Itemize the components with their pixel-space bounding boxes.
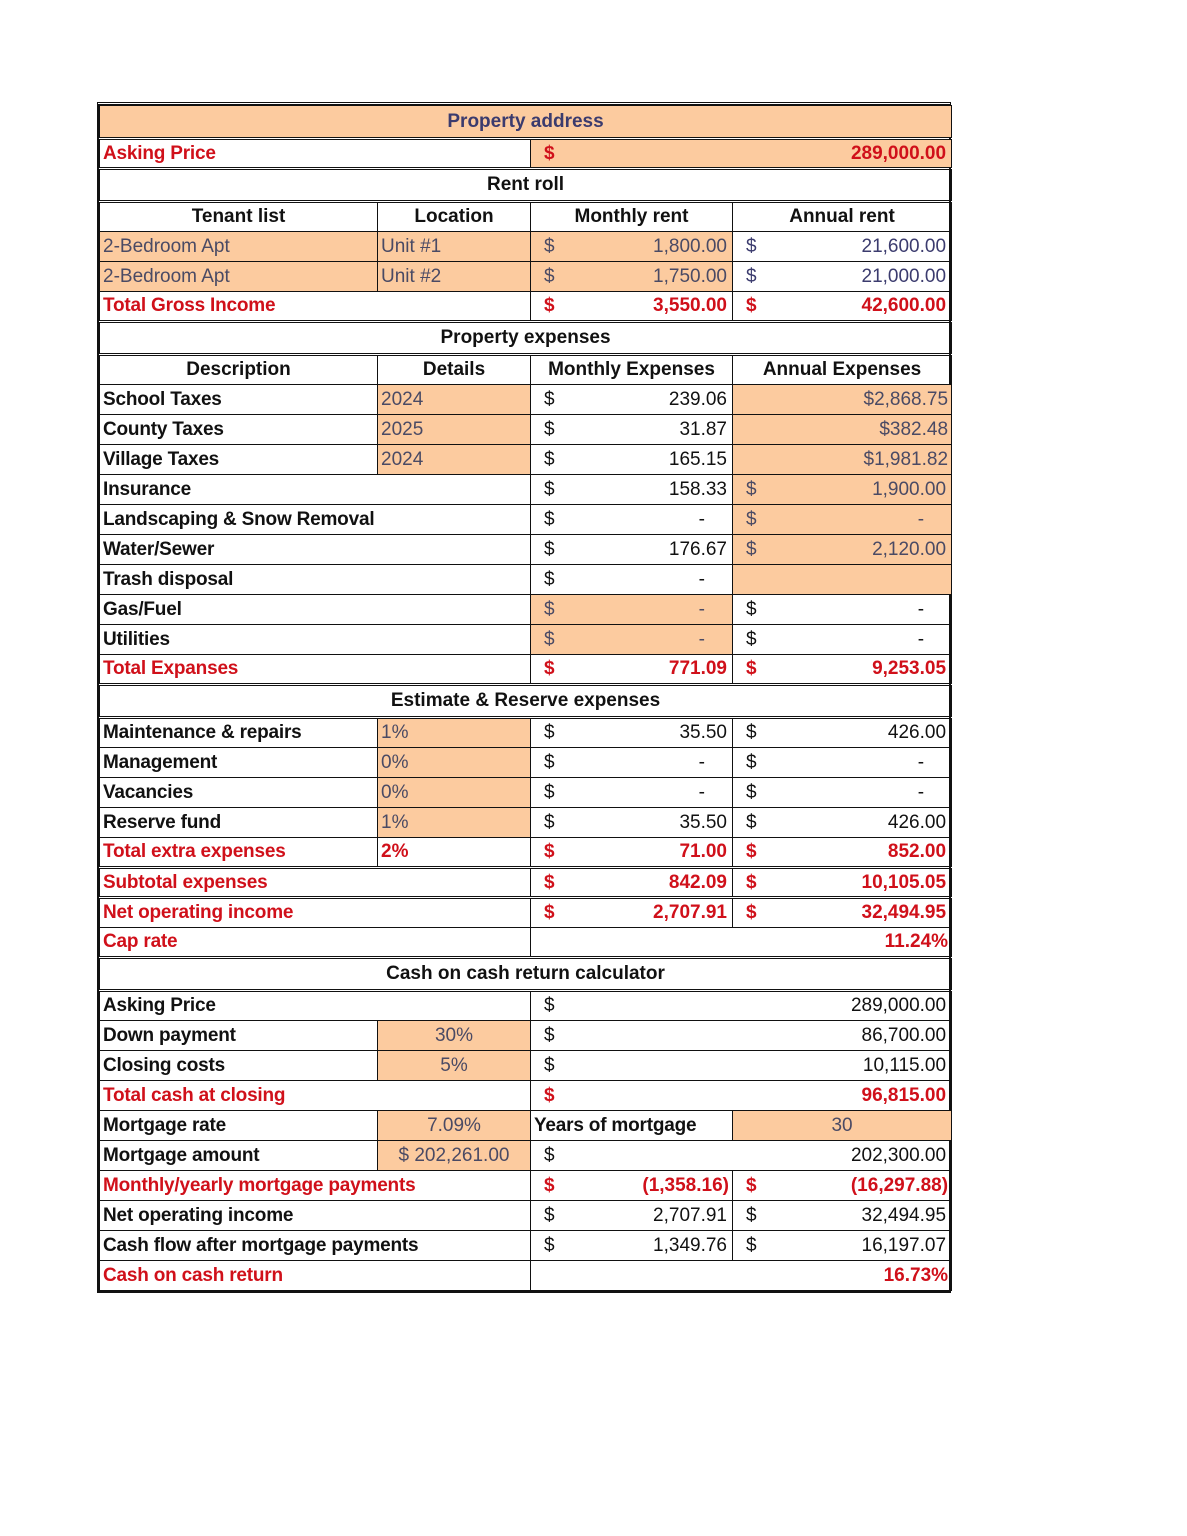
total-expenses-row bbox=[100, 655, 952, 685]
total-cash-value[interactable] bbox=[531, 1081, 952, 1111]
closing-costs-value[interactable] bbox=[531, 1051, 952, 1081]
coc-asking-price-value[interactable] bbox=[531, 991, 952, 1021]
cash-flow-annual-amount: 16,197.07 bbox=[861, 1234, 947, 1256]
subtotal-monthly-amount: 842.09 bbox=[668, 871, 727, 893]
down-payment-value[interactable] bbox=[531, 1021, 952, 1051]
net-operating-income-row bbox=[100, 898, 952, 928]
total-annual-expenses[interactable] bbox=[733, 655, 952, 685]
asking-price-label: Asking Price bbox=[100, 139, 531, 169]
table-row bbox=[100, 748, 952, 778]
reserve-percent[interactable]: 1% bbox=[378, 808, 531, 838]
dollar-symbol: $ bbox=[544, 538, 555, 560]
reserve-annual-amount: - bbox=[917, 751, 925, 773]
reserve-annual-amount: - bbox=[917, 781, 925, 803]
annual-expense-cell[interactable] bbox=[733, 625, 952, 655]
table-row bbox=[100, 535, 952, 565]
total-monthly-expenses[interactable] bbox=[531, 655, 733, 685]
table-row bbox=[100, 415, 952, 445]
reserve-annual-cell[interactable] bbox=[733, 748, 952, 778]
reserve-description: Reserve fund bbox=[100, 808, 378, 838]
table-row bbox=[100, 385, 952, 415]
annual-expense-amount: 1,900.00 bbox=[872, 478, 947, 500]
reserve-monthly-cell[interactable] bbox=[531, 718, 733, 748]
coc-noi-monthly-amount: 2,707.91 bbox=[653, 1204, 727, 1226]
expense-description: County Taxes bbox=[100, 415, 378, 445]
noi-annual[interactable] bbox=[733, 898, 952, 928]
dollar-symbol: $ bbox=[746, 295, 757, 316]
coc-noi-annual[interactable] bbox=[733, 1201, 952, 1231]
reserve-percent[interactable]: 0% bbox=[378, 778, 531, 808]
reserve-expenses-title: Estimate & Reserve expenses bbox=[100, 685, 952, 718]
property-expenses-title: Property expenses bbox=[100, 322, 952, 355]
column-header-tenant-list: Tenant list bbox=[100, 202, 378, 232]
table-row bbox=[100, 565, 952, 595]
coc-noi-monthly[interactable] bbox=[531, 1201, 733, 1231]
mortgage-rate-label: Mortgage rate bbox=[100, 1111, 378, 1141]
total-expenses-label: Total Expanses bbox=[100, 655, 531, 685]
coc-asking-price-label: Asking Price bbox=[100, 991, 531, 1021]
monthly-expense-amount: 31.87 bbox=[679, 418, 727, 440]
monthly-expense-cell[interactable] bbox=[531, 595, 733, 625]
reserve-monthly-amount: - bbox=[698, 781, 705, 803]
monthly-expense-cell[interactable] bbox=[531, 565, 733, 595]
total-cash-amount: 96,815.00 bbox=[861, 1084, 947, 1106]
dollar-symbol: $ bbox=[544, 142, 555, 164]
annual-rent-cell[interactable] bbox=[733, 262, 952, 292]
annual-expense-cell[interactable]: $382.48 bbox=[733, 415, 952, 445]
monthly-expense-amount: - bbox=[698, 508, 705, 530]
monthly-expense-cell[interactable] bbox=[531, 385, 733, 415]
expense-details[interactable]: 2024 bbox=[378, 445, 531, 475]
total-annual-rent[interactable] bbox=[733, 292, 952, 322]
monthly-expense-cell[interactable] bbox=[531, 625, 733, 655]
dollar-symbol: $ bbox=[544, 1234, 555, 1256]
total-extra-annual-amount: 852.00 bbox=[887, 841, 947, 862]
coc-noi-row bbox=[100, 1201, 952, 1231]
column-header-location: Location bbox=[378, 202, 531, 232]
total-extra-annual[interactable] bbox=[733, 838, 952, 868]
cash-flow-monthly[interactable] bbox=[531, 1231, 733, 1261]
coc-asking-price-row bbox=[100, 991, 952, 1021]
cash-flow-label: Cash flow after mortgage payments bbox=[100, 1231, 531, 1261]
mortgage-rate-row bbox=[100, 1111, 952, 1141]
asking-price-value[interactable] bbox=[531, 139, 952, 169]
cash-flow-monthly-amount: 1,349.76 bbox=[653, 1234, 727, 1256]
total-cash-row bbox=[100, 1081, 952, 1111]
mortgage-amount-value[interactable] bbox=[531, 1141, 952, 1171]
dollar-symbol: $ bbox=[544, 1174, 555, 1196]
table-row bbox=[100, 232, 952, 262]
expense-details[interactable]: 2025 bbox=[378, 415, 531, 445]
dollar-symbol: $ bbox=[544, 1144, 555, 1166]
column-header-description: Description bbox=[100, 355, 378, 385]
monthly-expense-amount: 158.33 bbox=[668, 478, 727, 500]
mortgage-amount-label: Mortgage amount bbox=[100, 1141, 378, 1171]
reserve-annual-cell[interactable] bbox=[733, 718, 952, 748]
dollar-symbol: $ bbox=[544, 628, 555, 650]
dollar-symbol: $ bbox=[544, 1204, 555, 1226]
table-row bbox=[100, 808, 952, 838]
table-row bbox=[100, 778, 952, 808]
dollar-symbol: $ bbox=[746, 658, 757, 679]
reserve-monthly-cell[interactable] bbox=[531, 778, 733, 808]
investment-property-worksheet bbox=[97, 102, 951, 1293]
dollar-symbol: $ bbox=[746, 478, 757, 500]
monthly-expense-amount: 165.15 bbox=[668, 448, 727, 470]
dollar-symbol: $ bbox=[544, 508, 555, 530]
dollar-symbol: $ bbox=[544, 1084, 555, 1106]
table-row bbox=[100, 625, 952, 655]
table-row bbox=[100, 445, 952, 475]
expense-description: Trash disposal bbox=[100, 565, 531, 595]
total-monthly-amount: 771.09 bbox=[668, 658, 727, 679]
coc-asking-price-amount: 289,000.00 bbox=[850, 995, 947, 1016]
reserve-annual-cell[interactable] bbox=[733, 778, 952, 808]
total-extra-expenses-label: Total extra expenses bbox=[100, 838, 378, 868]
expense-description: School Taxes bbox=[100, 385, 378, 415]
years-of-mortgage-label: Years of mortgage bbox=[531, 1111, 733, 1141]
column-header-monthly-expenses: Monthly Expenses bbox=[531, 355, 733, 385]
asking-price-amount: 289,000.00 bbox=[850, 142, 947, 164]
dollar-symbol: $ bbox=[544, 995, 555, 1016]
monthly-expense-cell[interactable] bbox=[531, 535, 733, 565]
coc-return-label: Cash on cash return bbox=[100, 1261, 531, 1291]
expense-description: Insurance bbox=[100, 475, 531, 505]
mortgage-amount-input[interactable]: $ 202,261.00 bbox=[378, 1141, 531, 1171]
dollar-symbol: $ bbox=[746, 598, 757, 620]
reserve-monthly-amount: 35.50 bbox=[679, 811, 727, 833]
table-row bbox=[100, 718, 952, 748]
dollar-symbol: $ bbox=[544, 478, 555, 500]
cap-rate-row bbox=[100, 928, 952, 958]
coc-noi-annual-amount: 32,494.95 bbox=[861, 1204, 947, 1226]
coc-noi-label: Net operating income bbox=[100, 1201, 531, 1231]
total-gross-income-row bbox=[100, 292, 952, 322]
dollar-symbol: $ bbox=[746, 1234, 757, 1256]
annual-expense-amount: - bbox=[917, 628, 925, 650]
dollar-symbol: $ bbox=[544, 751, 555, 773]
reserve-monthly-amount: - bbox=[698, 751, 705, 773]
reserve-percent[interactable]: 0% bbox=[378, 748, 531, 778]
monthly-expense-cell[interactable] bbox=[531, 415, 733, 445]
mortgage-amount-amount: 202,300.00 bbox=[850, 1144, 947, 1166]
noi-monthly-amount: 2,707.91 bbox=[653, 902, 727, 923]
dollar-symbol: $ bbox=[746, 781, 757, 803]
down-payment-row bbox=[100, 1021, 952, 1051]
monthly-expense-cell[interactable] bbox=[531, 445, 733, 475]
reserve-percent[interactable]: 1% bbox=[378, 718, 531, 748]
dollar-symbol: $ bbox=[544, 658, 555, 679]
mortgage-payments-row bbox=[100, 1171, 952, 1201]
dollar-symbol: $ bbox=[746, 265, 757, 287]
closing-costs-percent[interactable]: 5% bbox=[378, 1051, 531, 1081]
annual-expense-amount: - bbox=[917, 598, 925, 620]
cash-flow-row bbox=[100, 1231, 952, 1261]
dollar-symbol: $ bbox=[544, 295, 555, 316]
expense-description: Water/Sewer bbox=[100, 535, 531, 565]
expense-description: Landscaping & Snow Removal bbox=[100, 505, 531, 535]
cap-rate-label: Cap rate bbox=[100, 928, 531, 958]
monthly-expense-cell[interactable] bbox=[531, 505, 733, 535]
table-row bbox=[100, 505, 952, 535]
column-header-details: Details bbox=[378, 355, 531, 385]
total-monthly-rent[interactable] bbox=[531, 292, 733, 322]
property-address-cell[interactable]: Property address bbox=[100, 106, 952, 139]
reserve-monthly-amount: 35.50 bbox=[679, 722, 727, 743]
noi-annual-amount: 32,494.95 bbox=[861, 902, 947, 923]
subtotal-monthly[interactable] bbox=[531, 868, 733, 898]
total-monthly-amount: 3,550.00 bbox=[653, 295, 727, 316]
dollar-symbol: $ bbox=[544, 811, 555, 833]
reserve-monthly-cell[interactable] bbox=[531, 808, 733, 838]
dollar-symbol: $ bbox=[544, 902, 555, 923]
dollar-symbol: $ bbox=[544, 265, 555, 287]
dollar-symbol: $ bbox=[746, 902, 757, 923]
rent-roll-title: Rent roll bbox=[100, 169, 952, 202]
annual-expense-cell[interactable] bbox=[733, 565, 952, 595]
dollar-symbol: $ bbox=[544, 598, 555, 620]
dollar-symbol: $ bbox=[544, 781, 555, 803]
coc-return-value[interactable]: 16.73% bbox=[531, 1261, 952, 1291]
total-annual-amount: 9,253.05 bbox=[872, 658, 947, 679]
location-cell[interactable]: Unit #1 bbox=[378, 232, 531, 262]
monthly-expense-amount: - bbox=[698, 628, 705, 650]
table-row bbox=[100, 475, 952, 505]
dollar-symbol: $ bbox=[544, 568, 555, 590]
total-cash-label: Total cash at closing bbox=[100, 1081, 531, 1111]
annual-expense-cell[interactable] bbox=[733, 475, 952, 505]
annual-expense-cell[interactable]: $1,981.82 bbox=[733, 445, 952, 475]
total-gross-income-label: Total Gross Income bbox=[100, 292, 531, 322]
reserve-description: Management bbox=[100, 748, 378, 778]
dollar-symbol: $ bbox=[544, 722, 555, 743]
subtotal-expenses-label: Subtotal expenses bbox=[100, 868, 531, 898]
subtotal-expenses-row bbox=[100, 868, 952, 898]
closing-costs-label: Closing costs bbox=[100, 1051, 378, 1081]
mortgage-rate-value[interactable]: 7.09% bbox=[378, 1111, 531, 1141]
cash-on-cash-title: Cash on cash return calculator bbox=[100, 958, 952, 991]
total-extra-expenses-row bbox=[100, 838, 952, 868]
tenant-cell[interactable]: 2-Bedroom Apt bbox=[100, 232, 378, 262]
reserve-annual-amount: 426.00 bbox=[887, 722, 947, 743]
annual-expense-amount: 2,120.00 bbox=[872, 538, 947, 560]
dollar-symbol: $ bbox=[746, 811, 757, 833]
expense-description: Village Taxes bbox=[100, 445, 378, 475]
dollar-symbol: $ bbox=[746, 508, 757, 530]
dollar-symbol: $ bbox=[746, 1174, 757, 1196]
reserve-monthly-cell[interactable] bbox=[531, 748, 733, 778]
location-cell[interactable]: Unit #2 bbox=[378, 262, 531, 292]
mortgage-payments-monthly[interactable] bbox=[531, 1171, 733, 1201]
monthly-expense-amount: - bbox=[698, 598, 705, 620]
expense-details[interactable]: 2024 bbox=[378, 385, 531, 415]
dollar-symbol: $ bbox=[544, 841, 555, 862]
noi-label: Net operating income bbox=[100, 898, 531, 928]
reserve-description: Vacancies bbox=[100, 778, 378, 808]
total-extra-monthly[interactable] bbox=[531, 838, 733, 868]
annual-expense-cell[interactable]: $2,868.75 bbox=[733, 385, 952, 415]
monthly-expense-amount: 176.67 bbox=[668, 538, 727, 560]
monthly-rent-amount: 1,750.00 bbox=[653, 265, 727, 287]
noi-monthly[interactable] bbox=[531, 898, 733, 928]
mortgage-amount-row bbox=[100, 1141, 952, 1171]
table-row bbox=[100, 262, 952, 292]
table-row bbox=[100, 595, 952, 625]
years-of-mortgage-value[interactable]: 30 bbox=[733, 1111, 952, 1141]
closing-costs-row bbox=[100, 1051, 952, 1081]
annual-expense-cell[interactable] bbox=[733, 595, 952, 625]
monthly-rent-amount: 1,800.00 bbox=[653, 235, 727, 257]
dollar-symbol: $ bbox=[746, 1204, 757, 1226]
annual-rent-amount: 21,600.00 bbox=[861, 235, 947, 257]
dollar-symbol: $ bbox=[544, 871, 555, 893]
cash-on-cash-return-row bbox=[100, 1261, 952, 1291]
total-annual-amount: 42,600.00 bbox=[861, 295, 947, 316]
down-payment-label: Down payment bbox=[100, 1021, 378, 1051]
cap-rate-value[interactable]: 11.24% bbox=[531, 928, 952, 958]
annual-expense-cell[interactable] bbox=[733, 505, 952, 535]
subtotal-annual[interactable] bbox=[733, 868, 952, 898]
dollar-symbol: $ bbox=[746, 628, 757, 650]
down-payment-percent[interactable]: 30% bbox=[378, 1021, 531, 1051]
monthly-expense-amount: - bbox=[698, 568, 705, 590]
mortgage-monthly-amount: (1,358.16) bbox=[642, 1174, 729, 1196]
reserve-annual-amount: 426.00 bbox=[887, 811, 947, 833]
dollar-symbol: $ bbox=[746, 751, 757, 773]
mortgage-annual-amount: (16,297.88) bbox=[850, 1174, 949, 1196]
annual-rent-cell[interactable] bbox=[733, 232, 952, 262]
annual-rent-amount: 21,000.00 bbox=[861, 265, 947, 287]
annual-expense-cell[interactable] bbox=[733, 535, 952, 565]
reserve-annual-cell[interactable] bbox=[733, 808, 952, 838]
cash-flow-annual[interactable] bbox=[733, 1231, 952, 1261]
column-header-annual-expenses: Annual Expenses bbox=[733, 355, 952, 385]
closing-costs-amount: 10,115.00 bbox=[862, 1054, 947, 1076]
reserve-description: Maintenance & repairs bbox=[100, 718, 378, 748]
dollar-symbol: $ bbox=[746, 722, 757, 743]
total-extra-percent[interactable]: 2% bbox=[378, 838, 531, 868]
subtotal-annual-amount: 10,105.05 bbox=[861, 871, 947, 893]
annual-expense-amount: - bbox=[917, 508, 925, 530]
dollar-symbol: $ bbox=[544, 1054, 555, 1076]
down-payment-amount: 86,700.00 bbox=[861, 1024, 947, 1046]
monthly-expense-amount: 239.06 bbox=[668, 388, 727, 410]
mortgage-payments-label: Monthly/yearly mortgage payments bbox=[100, 1171, 531, 1201]
dollar-symbol: $ bbox=[544, 418, 555, 440]
expense-description: Gas/Fuel bbox=[100, 595, 531, 625]
dollar-symbol: $ bbox=[544, 235, 555, 257]
expense-description: Utilities bbox=[100, 625, 531, 655]
dollar-symbol: $ bbox=[746, 235, 757, 257]
dollar-symbol: $ bbox=[544, 1024, 555, 1046]
column-header-monthly-rent: Monthly rent bbox=[531, 202, 733, 232]
tenant-cell[interactable]: 2-Bedroom Apt bbox=[100, 262, 378, 292]
dollar-symbol: $ bbox=[746, 538, 757, 560]
mortgage-payments-annual[interactable] bbox=[733, 1171, 952, 1201]
monthly-rent-cell[interactable] bbox=[531, 262, 733, 292]
total-extra-monthly-amount: 71.00 bbox=[679, 841, 727, 862]
dollar-symbol: $ bbox=[544, 448, 555, 470]
column-header-annual-rent: Annual rent bbox=[733, 202, 952, 232]
monthly-expense-cell[interactable] bbox=[531, 475, 733, 505]
monthly-rent-cell[interactable] bbox=[531, 232, 733, 262]
dollar-symbol: $ bbox=[746, 841, 757, 862]
dollar-symbol: $ bbox=[746, 871, 757, 893]
dollar-symbol: $ bbox=[544, 388, 555, 410]
